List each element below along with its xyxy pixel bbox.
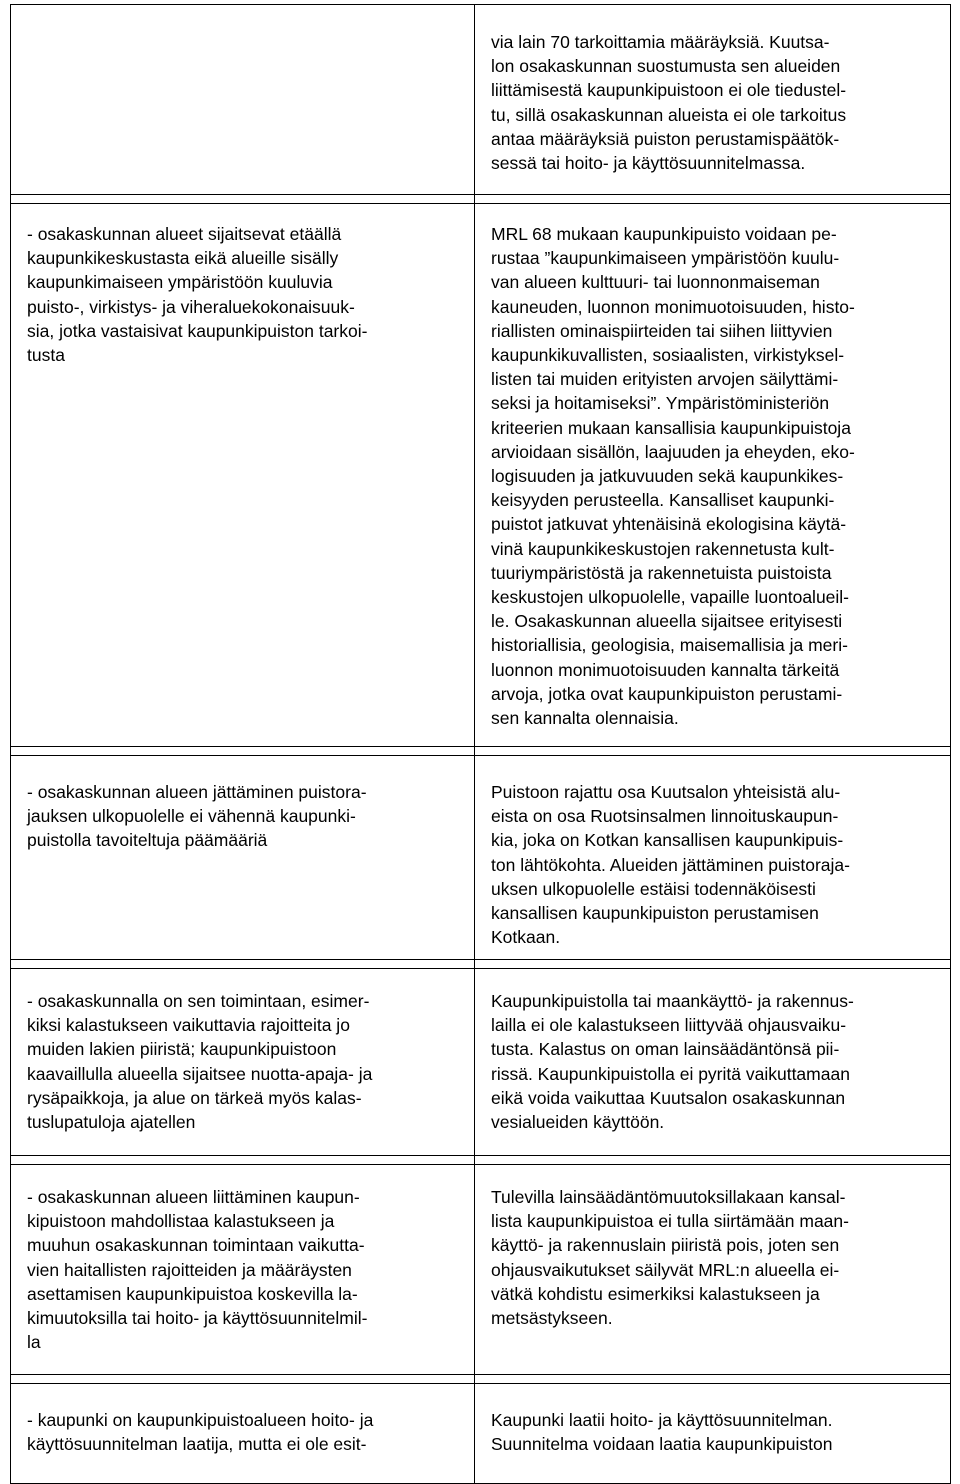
table-row bbox=[11, 204, 951, 747]
response-cell bbox=[475, 5, 951, 195]
claim-text: - osakaskunnalla on sen toimintaan, esimer- kiksi kalastukseen vaikuttavia rajoitteita jo muiden lakien piiristä; kaupunkipuistoon kaavaillulla alueella sijaitsee nuotta-apaja- ja rysäpaikkoja, ja alue on tärkeä myös kalas- tuslupatuloja ajatellen bbox=[27, 991, 373, 1133]
response-cell bbox=[475, 756, 951, 960]
table-row bbox=[11, 5, 951, 195]
claim-cell bbox=[11, 1165, 475, 1375]
claim-text: - kaupunki on kaupunkipuistoalueen hoito- ja käyttösuunnitelman laatija, mutta ei ole esit- bbox=[27, 1410, 374, 1455]
response-text: Kaupunki laatii hoito- ja käyttösuunnitelman. Suunnitelma voidaan laatia kaupunkipuiston bbox=[491, 1410, 833, 1455]
response-text: Tulevilla lainsäädäntömuutoksillakaan kansal- lista kaupunkipuistoa ei tulla siirtämään maan- käyttö- ja rakennuslain piiristä pois, joten sen ohjausvaikutukset säilyvät MRL:n alueella ei- vätkä kohdistu esimerkiksi kalastukseen ja metsästykseen. bbox=[491, 1187, 849, 1329]
response-text: via lain 70 tarkoittamia määräyksiä. Kuutsa- lon osakaskunnan suostumusta sen alueiden liittämisestä kaupunkipuistoon ei ole tiedustel- tu, sillä osakaskunnan alueista ei ole tarkoitus antaa määräyksiä puiston perustamispäätök- sessä tai hoito- ja käyttösuunnitelmassa. bbox=[491, 32, 847, 174]
claim-text: - osakaskunnan alueen jättäminen puistora- jauksen ulkopuolelle ei vähennä kaupunki- puistolla tavoiteltuja päämääriä bbox=[27, 782, 367, 851]
claim-text: - osakaskunnan alueen liittäminen kaupun- kipuistoon mahdollistaa kalastukseen ja muuhun osakaskunnan toimintaan vaikutta- vien haitallisten rajoitteiden ja määräysten asettamisen kaupunkipuistoa koskevilla la- kimuutoksilla tai hoito- ja käyttösuunnitelmil- la bbox=[27, 1187, 368, 1353]
response-cell bbox=[475, 204, 951, 747]
claim-text bbox=[11, 5, 474, 30]
table-row bbox=[11, 969, 951, 1156]
response-text: Kaupunkipuistolla tai maankäyttö- ja rakennus- lailla ei ole kalastukseen liittyvää ohjausvaiku- tusta. Kalastus on oman lainsäädäntönsä pii- rissä. Kaupunkipuistolla ei pyritä vaikuttamaan eikä voida vaikuttaa Kuutsalon osakaskunnan vesialueiden käyttöön. bbox=[491, 991, 854, 1133]
claim-cell bbox=[11, 5, 475, 195]
table-row bbox=[11, 1165, 951, 1375]
response-text: Puistoon rajattu osa Kuutsalon yhteisistä alu- eista on osa Ruotsinsalmen linnoituskaupun- kia, joka on Kotkan kansallisen kaupunkipuis- ton lähtökohta. Alueiden jättäminen puistoraja- uksen ulkopuolelle estäisi todennäköisesti kansallisen kaupunkipuiston perustamisen Kotkaan. bbox=[491, 782, 850, 948]
claim-cell bbox=[11, 1384, 475, 1484]
claim-text: - osakaskunnan alueet sijaitsevat etäällä kaupunkikeskustasta eikä alueille sisälly kaupunkimaiseen ympäristöön kuuluvia puisto-, virkistys- ja viheraluekokonaisuuk- sia, jotka vastaisivat kaupunkipuiston tarkoi- tusta bbox=[27, 224, 368, 366]
response-cell bbox=[475, 1384, 951, 1484]
claim-cell bbox=[11, 204, 475, 747]
response-cell bbox=[475, 1165, 951, 1375]
table-row bbox=[11, 1384, 951, 1484]
table-row bbox=[11, 756, 951, 960]
response-text: MRL 68 mukaan kaupunkipuisto voidaan pe- rustaa ”kaupunkimaiseen ympäristöön kuulu- van alueen kulttuuri- tai luonnonmaiseman kauneuden, luonnon monimuotoisuuden, histo- riallisten ominaispiirteiden tai siihen liittyvien kaupunkikuvallisten, sosiaalisten, virkistyksel- listen tai muiden erityisten arvojen säilyttämi- seksi ja hoitamiseksi”. Ympäristöministeriön kriteerien mukaan kansallisia kaupunkipuistoja arvioidaan sisällön, laajuuden ja eheyden, eko- logisuuden ja jatkuvuuden sekä kaupunkikes- keisyyden perusteella. Kansalliset kaupunki- puistot jatkuvat yhtenäisinä ekologisina käytä- vinä kaupunkikeskustojen rakennetusta kult- tuuriympäristöstä ja rakennetuista puistoista keskustojen ulkopuolelle, vapaille luontoalueil- le. Osakaskunnan alueella sijaitsee erityisesti historiallisia, geologisia, maisemallisia ja meri- luonnon monimuotoisuuden kannalta tärkeitä arvoja, jotka ovat kaupunkipuiston perustami- sen kannalta olennaisia. bbox=[491, 224, 855, 729]
response-cell bbox=[475, 969, 951, 1156]
claim-cell bbox=[11, 969, 475, 1156]
response-table bbox=[10, 4, 951, 1484]
claim-cell bbox=[11, 756, 475, 960]
